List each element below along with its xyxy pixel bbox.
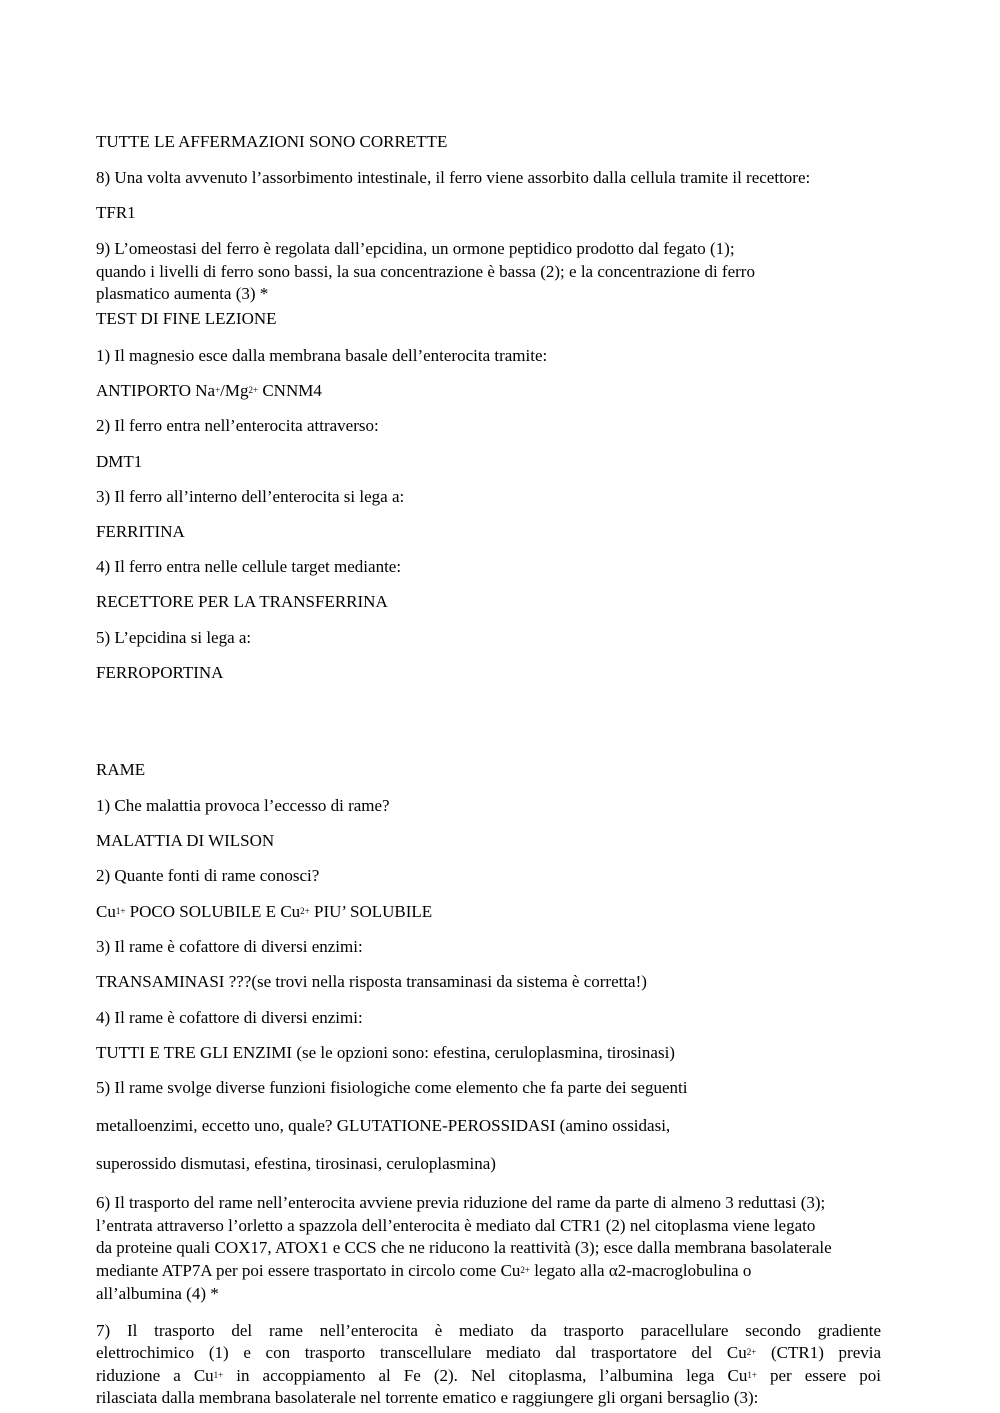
rame-question-6-line: da proteine quali COX17, ATOX1 e CCS che ne riducono la reattività (3); esce dalla membrana basolaterale [96,1238,832,1258]
rame-question-6 [96,1192,906,1306]
rame-question-6-line: all’albumina (4) * [96,1283,219,1303]
rame-question-4: 4) Il rame è cofattore di diversi enzimi: [96,1008,363,1027]
test-answer-4: RECETTORE PER LA TRANSFERRINA [96,592,388,611]
question-8: 8) Una volta avvenuto l’assorbimento intestinale, il ferro viene assorbito dalla cellula tramite il recettore: [96,168,811,187]
question-9 [96,238,906,306]
section-heading: TUTTE LE AFFERMAZIONI SONO CORRETTE [96,132,448,151]
rame-answer-3: TRANSAMINASI ???(se trovi nella risposta transaminasi da sistema è corretta!) [96,972,647,991]
test-answer-1: ANTIPORTO $Na^+/Mg^{2+}$ CNNM4 [96,381,322,400]
rame-question-6-line: l’entrata attraverso l’orletto a spazzola dell’enterocita è mediato dal CTR1 (2) nel citoplasma viene legato [96,1215,816,1235]
question-9-line: plasmatico aumenta (3) * [96,284,269,304]
test-question-5: 5) L’epcidina si lega a: [96,628,252,647]
rame-answer-1: MALATTIA DI WILSON [96,831,275,850]
rame-question-6-line: 6) Il trasporto del rame nell’enterocita avviene previa riduzione del rame da parte di almeno 3 reduttasi (3); [96,1193,826,1212]
rame-question-7-line: rilasciata dalla membrana basolaterale nel torrente ematico e raggiungere gli organi bersaglio (3): [96,1387,759,1407]
question-9-line: quando i livelli di ferro sono bassi, la sua concentrazione è bassa (2); e la concentrazione di ferro [96,261,755,281]
rame-question-5-line2: metalloenzimi, eccetto uno, quale? GLUTATIONE-PEROSSIDASI (amino ossidasi, [96,1116,671,1135]
question-9-line: 9) L’omeostasi del ferro è regolata dall’epcidina, un ormone peptidico prodotto dal fegato (1); [96,239,735,258]
rame-title: RAME [96,760,146,779]
test-title: TEST DI FINE LEZIONE [96,309,277,328]
rame-answer-4: TUTTI E TRE GLI ENZIMI (se le opzioni sono: efestina, ceruloplasmina, tirosinasi) [96,1043,675,1062]
test-answer-2: DMT1 [96,452,143,471]
test-question-2: 2) Il ferro entra nell’enterocita attraverso: [96,416,379,435]
rame-question-1: 1) Che malattia provoca l’eccesso di rame? [96,796,390,815]
rame-question-7-line: riduzione a $Cu^{1+}$ in accoppiamento al Fe (2). Nel citoplasma, l’albumina lega $Cu^{1+}$ per essere poi [96,1365,881,1385]
test-question-3: 3) Il ferro all’interno dell’enterocita si lega a: [96,487,405,506]
rame-question-7-line: 7) Il trasporto del rame nell’enterocita è mediato da trasporto paracellulare secondo gradiente [96,1321,881,1340]
test-answer-5: FERROPORTINA [96,663,224,682]
rame-question-7-line: elettrochimico (1) e con trasporto transcellulare mediato dal trasportatore del $Cu^{2+}$ (CTR1) previa [96,1343,882,1363]
rame-question-6-line: mediante ATP7A per poi essere trasportato in circolo come $Cu^{2+}$ legato alla α2-macroglobulina o [96,1261,752,1281]
test-answer-3: FERRITINA [96,522,185,541]
rame-question-3: 3) Il rame è cofattore di diversi enzimi: [96,937,363,956]
rame-question-5-line1: 5) Il rame svolge diverse funzioni fisiologiche come elemento che fa parte dei seguenti [96,1078,688,1097]
rame-question-7 [96,1320,881,1409]
answer-8: TFR1 [96,203,136,222]
rame-answer-2: $Cu^{1+}$ POCO SOLUBILE E $Cu^{2+}$ PIU’ SOLUBILE [96,902,433,921]
rame-question-5-line3: superossido dismutasi, efestina, tirosinasi, ceruloplasmina) [96,1154,496,1173]
test-question-1: 1) Il magnesio esce dalla membrana basale dell’enterocita tramite: [96,346,548,365]
rame-question-2: 2) Quante fonti di rame conosci? [96,866,320,885]
test-question-4: 4) Il ferro entra nelle cellule target mediante: [96,557,402,576]
